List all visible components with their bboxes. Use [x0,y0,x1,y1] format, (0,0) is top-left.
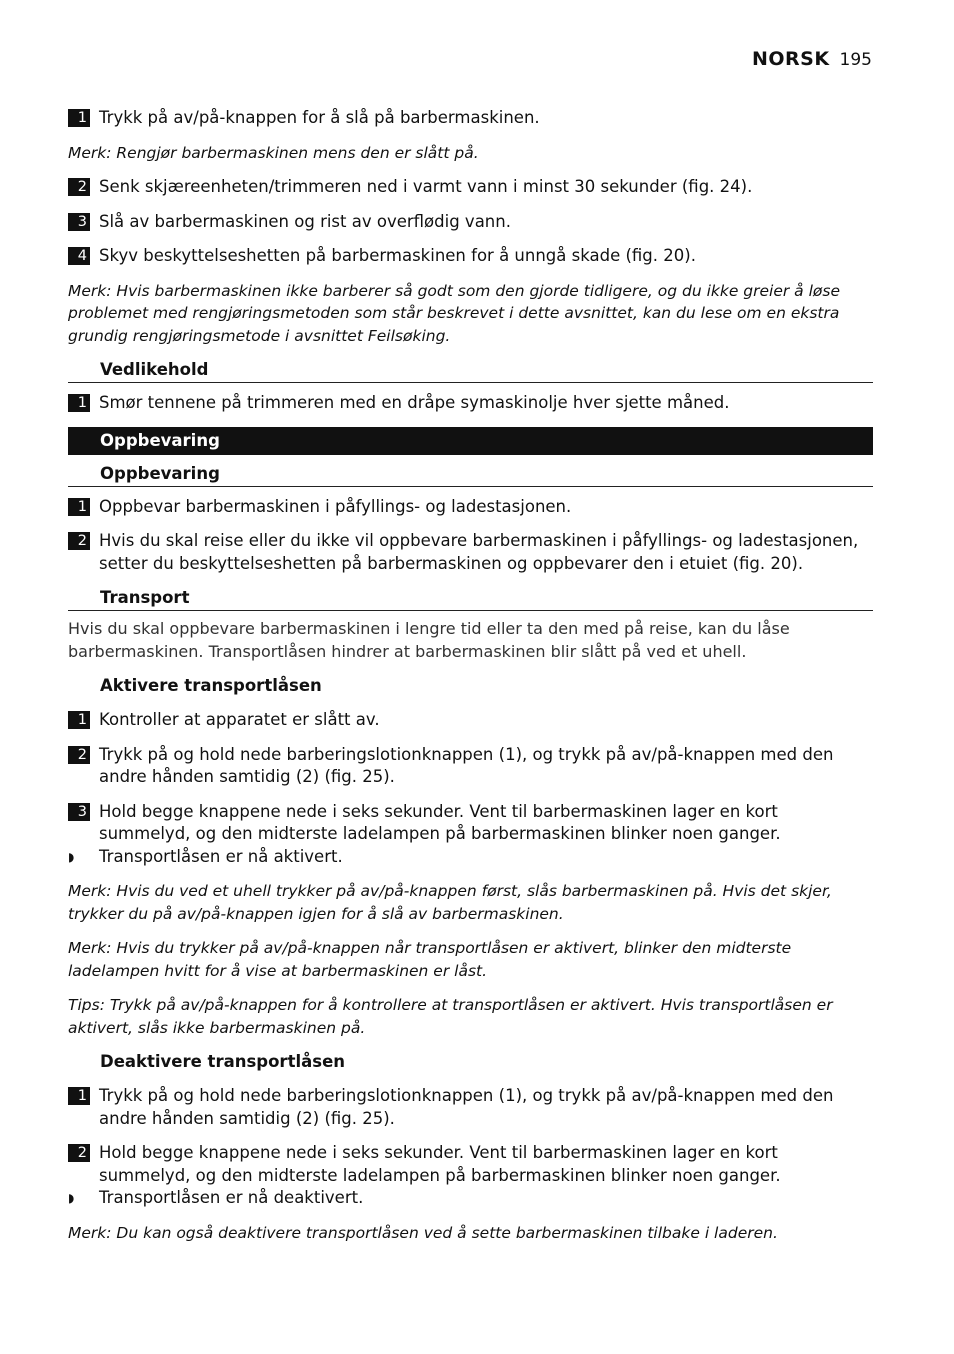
step-item [68,496,873,519]
result-item [68,1187,873,1210]
step-number: 2 [68,178,90,196]
step-text: Kontroller at apparatet er slått av. [99,710,380,729]
result-bullet-icon: ◗ [68,1191,75,1205]
step-text: Oppbevar barbermaskinen i påfyllings- og ladestasjonen. [99,496,572,516]
step-number: 1 [68,498,90,516]
step-text: Trykk på og hold nede barberingslotionknappen (1), og trykk på av/på-knappen med den andre hånden samtidig (2) (fig. 25). [99,744,834,786]
section-heading: Oppbevaring [68,427,873,455]
page-number: 195 [839,50,872,70]
step-item [68,176,873,199]
note-text: Merk: Rengjør barbermaskinen mens den er slått på. [68,143,479,162]
subsection-heading: Oppbevaring [68,463,873,487]
result-item [68,846,873,869]
step-text: Hold begge knappene nede i seks sekunder. Vent til barbermaskinen lager en kort summelyd, og den midterste ladelampen på barbermaskinen blinker noen ganger. [99,801,781,843]
step-text: Hold begge knappene nede i seks sekunder. Vent til barbermaskinen lager en kort summelyd, og den midterste ladelampen på barbermaskinen blinker noen ganger. [99,1143,781,1185]
step-number: 4 [68,247,90,265]
page-header [752,48,872,70]
step-number: 2 [68,532,90,550]
step-text: Trykk på av/på-knappen for å slå på barbermaskinen. [99,108,540,127]
minor-heading: Deaktivere transportlåsen [100,1052,346,1071]
step-number: 1 [68,1087,90,1105]
step-item [68,1142,873,1187]
step-text: Trykk på og hold nede barberingslotionknappen (1), og trykk på av/på-knappen med den andre hånden samtidig (2) (fig. 25). [99,1086,834,1128]
body-paragraph: Hvis du skal oppbevare barbermaskinen i lengre tid eller ta den med på reise, kan du låse barbermaskinen. Transportlåsen hindrer at barbermaskinen blir slått på ved et uhell. [68,619,790,661]
step-item [68,801,873,846]
note-text: Tips: Trykk på av/på-knappen for å kontrollere at transportlåsen er aktivert. Hvis transportlåsen er aktivert, slås ikke barbermaskinen på. [68,996,833,1037]
step-text: Senk skjæreenheten/trimmeren ned i varmt vann i minst 30 sekunder (fig. 24). [99,177,753,196]
subsection-heading: Transport [68,587,873,611]
step-item [68,392,873,415]
step-item [68,709,873,732]
step-item [68,1085,873,1130]
page-content [68,107,873,1256]
step-number: 3 [68,213,90,231]
step-text: Smør tennene på trimmeren med en dråpe symaskinolje hver sjette måned. [99,393,730,412]
step-number: 1 [68,711,90,729]
step-text: Skyv beskyttelseshetten på barbermaskinen for å unngå skade (fig. 20). [99,246,696,265]
note-text: Merk: Hvis du ved et uhell trykker på av/på-knappen først, slås barbermaskinen på. Hvis det skjer, trykker du på av/på-knappen igjen for å slå av barbermaskinen. [68,882,832,923]
step-number: 2 [68,1144,90,1162]
note-text: Merk: Du kan også deaktivere transportlåsen ved å sette barbermaskinen tilbake i laderen. [68,1223,778,1242]
step-text: Slå av barbermaskinen og rist av overflødig vann. [99,211,511,231]
step-number: 2 [68,746,90,764]
step-text: Hvis du skal reise eller du ikke vil oppbevare barbermaskinen i påfyllings- og ladestasjonen, setter du beskyttelseshetten på barbermaskinen og oppbevarer den i etuiet (fig. 20). [99,531,859,573]
step-item [68,530,873,575]
step-item [68,744,873,789]
minor-heading: Aktivere transportlåsen [100,676,322,695]
step-item [68,107,873,130]
step-number: 3 [68,803,90,821]
result-text: Transportlåsen er nå aktivert. [99,846,343,866]
step-number: 1 [68,394,90,412]
note-text: Merk: Hvis barbermaskinen ikke barberer så godt som den gjorde tidligere, og du ikke greier å løse problemet med rengjøringsmetoden som står beskrevet i dette avsnittet, kan du lese om en ekstra grundig rengjøringsmetode i avsnittet Feilsøking. [68,281,841,345]
step-item [68,245,873,268]
language-label: NORSK [751,48,830,70]
step-item [68,211,873,234]
subsection-heading: Vedlikehold [68,359,873,383]
step-number: 1 [68,109,90,127]
note-text: Merk: Hvis du trykker på av/på-knappen når transportlåsen er aktivert, blinker den midterste ladelampen hvitt for å vise at barbermaskinen er låst. [68,939,792,980]
result-text: Transportlåsen er nå deaktivert. [99,1188,364,1207]
result-bullet-icon: ◗ [68,849,75,864]
